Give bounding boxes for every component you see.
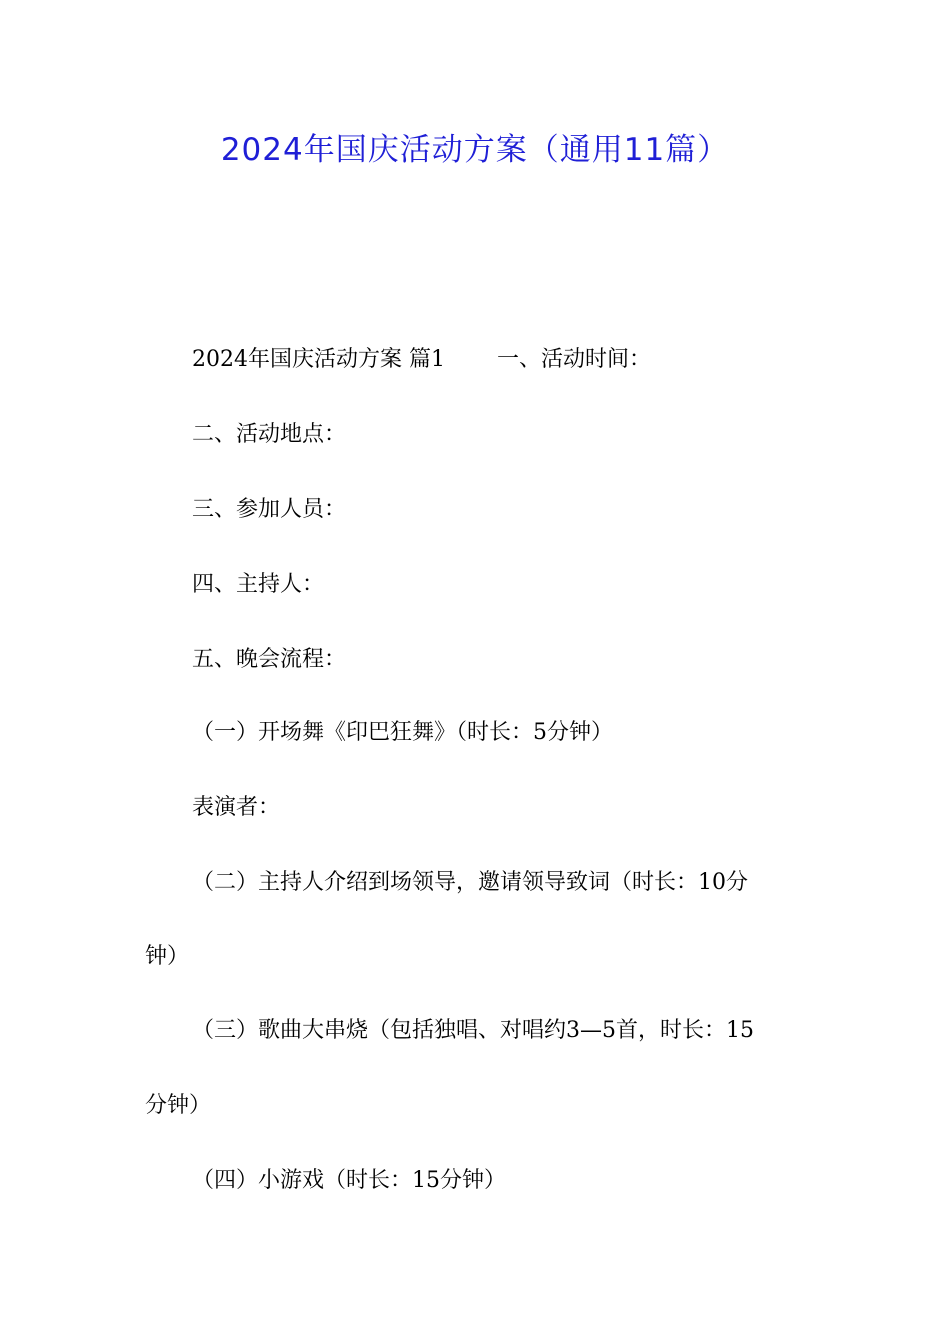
item-participants: 三、参加人员：	[192, 497, 347, 522]
process-step-2-line-1: （二）主持人介绍到场领导，邀请领导致词（时长：10分	[192, 870, 748, 895]
process-step-3-line-1: （三）歌曲大串烧（包括独唱、对唱约3—5首，时长：15	[192, 1018, 754, 1043]
section-heading: 2024年国庆活动方案 篇1	[192, 347, 445, 372]
process-step-2-line-2: 钟）	[145, 944, 190, 969]
item-activity-place: 二、活动地点：	[192, 422, 347, 447]
process-step-1: （一）开场舞《印巴狂舞》（时长：5分钟）	[192, 720, 613, 745]
performers-label: 表演者：	[192, 795, 281, 820]
item-activity-time: 一、活动时间：	[496, 347, 651, 372]
section-heading-line	[192, 344, 651, 376]
process-step-3-line-2: 分钟）	[145, 1093, 212, 1118]
item-evening-process: 五、晚会流程：	[192, 647, 347, 672]
item-host: 四、主持人：	[192, 572, 325, 597]
process-step-4: （四）小游戏（时长：15分钟）	[192, 1168, 506, 1193]
document-title: 2024年国庆活动方案（通用11篇）	[220, 132, 730, 168]
